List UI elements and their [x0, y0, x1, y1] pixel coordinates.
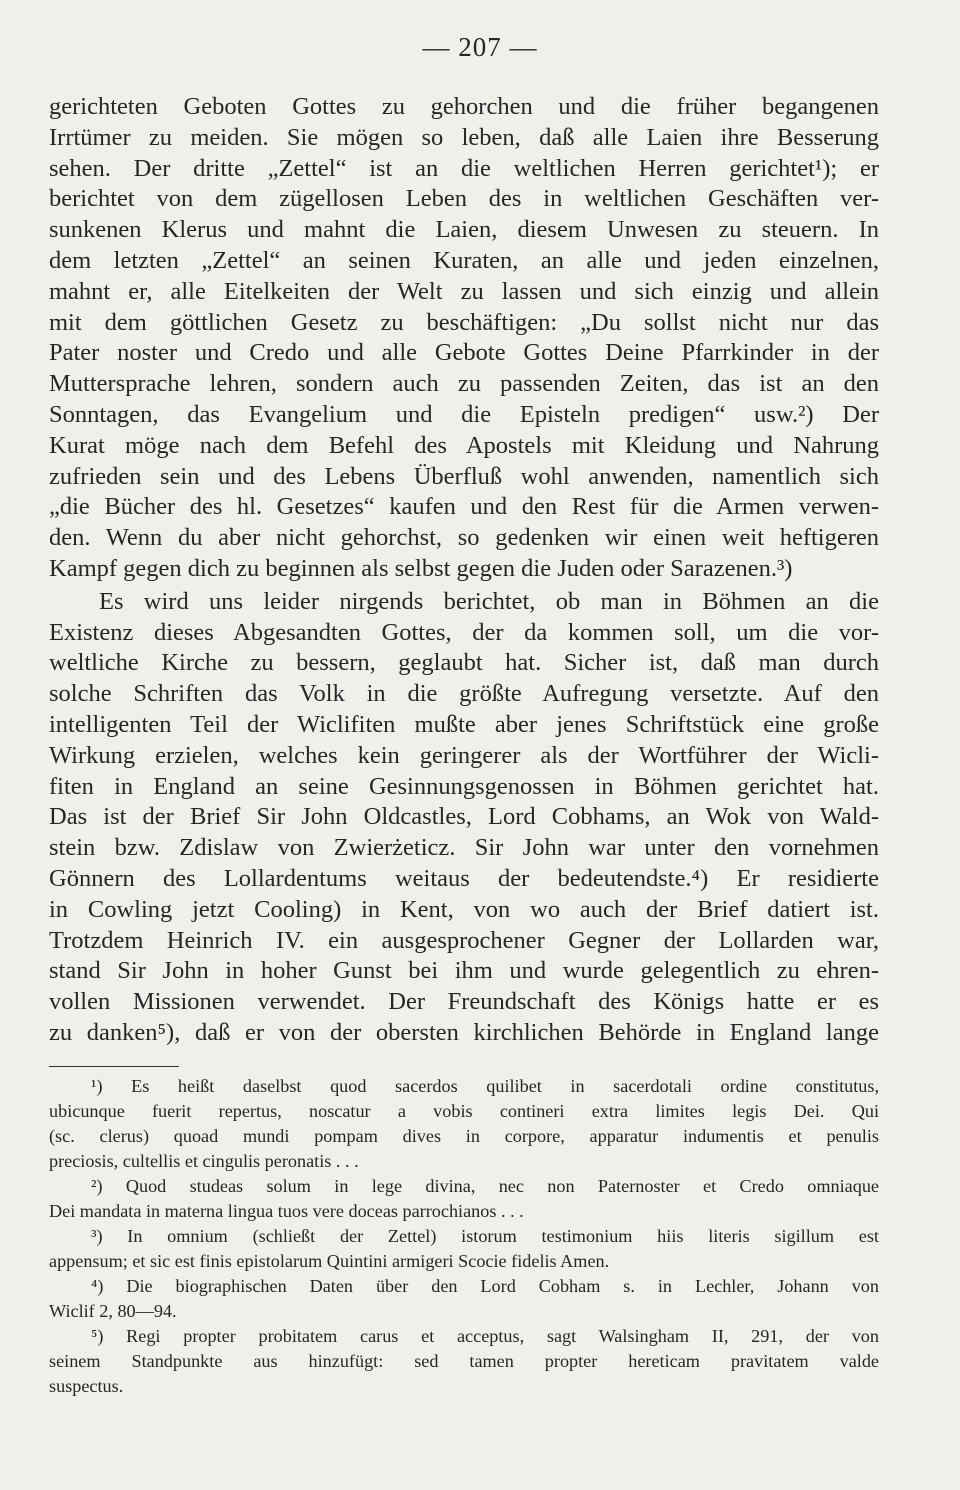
text-line: Existenz dieses Abgesandten Gottes, der da kommen soll, um die vor- — [49, 618, 879, 646]
text-line: gerichteten Geboten Gottes zu gehorchen und die früher begangenen — [49, 93, 879, 120]
text-line: „die Bücher des hl. Gesetzes“ kaufen und den Rest für die Armen verwen- — [49, 493, 879, 521]
text-line: in Cowling jetzt Cooling) in Kent, von wo auch der Brief datiert ist. — [49, 895, 879, 923]
footnote-line: ¹) Es heißt daselbst quod sacerdos quilibet in sacerdotali ordine constitutus, — [91, 1076, 879, 1096]
text-line: fiten in England an seine Gesinnungsgenossen in Böhmen gerichtet hat. — [49, 772, 879, 800]
text-line: Kurat möge nach dem Befehl des Apostels mit Kleidung und Nahrung — [49, 431, 879, 459]
text-line: Es wird uns leider nirgends berichtet, ob man in Böhmen an die — [99, 587, 879, 615]
footnote-line: preciosis, cultellis et cingulis peronatis . . . — [49, 1151, 359, 1171]
text-line: sunkenen Klerus und mahnt die Laien, diesem Unwesen zu steuern. In — [49, 216, 879, 244]
text-line: stein bzw. Zdislaw von Zwierżeticz. Sir John war unter den vornehmen — [49, 834, 879, 862]
text-line: Wirkung erzielen, welches kein geringerer als der Wortführer der Wicli- — [49, 741, 879, 769]
text-line: berichtet von dem zügellosen Leben des in weltlichen Geschäften ver- — [49, 185, 879, 213]
text-line: Pater noster und Credo und alle Gebote Gottes Deine Pfarrkinder in der — [49, 339, 879, 367]
text-line: vollen Missionen verwendet. Der Freundschaft des Königs hatte er es — [49, 988, 879, 1016]
footnote-line: appensum; et sic est finis epistolarum Quintini armigeri Scocie fidelis Amen. — [49, 1251, 610, 1271]
footnote-line: ubicunque fuerit repertus, noscatur a vobis contineri extra limites legis Dei. Qui — [49, 1101, 879, 1121]
text-line: Trotzdem Heinrich IV. ein ausgesprochener Gegner der Lollarden war, — [49, 926, 879, 954]
text-line: Kampf gegen dich zu beginnen als selbst gegen die Juden oder Sarazenen.³) — [49, 554, 793, 582]
text-line: sehen. Der dritte „Zettel“ ist an die weltlichen Herren gerichtet¹); er — [49, 154, 879, 182]
text-line: weltliche Kirche zu bessern, geglaubt hat. Sicher ist, daß man durch — [49, 649, 879, 677]
main-text — [49, 92, 879, 1049]
footnote-rule — [49, 1066, 179, 1067]
text-line: Sonntagen, das Evangelium und die Episteln predigen“ usw.²) Der — [49, 400, 879, 428]
text-line: Muttersprache lehren, sondern auch zu passenden Zeiten, das ist an den — [49, 370, 879, 398]
text-line: zufrieden sein und des Lebens Überfluß wohl anwenden, namentlich sich — [49, 462, 879, 490]
page-number: — 207 — — [422, 32, 538, 62]
text-line: Irrtümer zu meiden. Sie mögen so leben, daß alle Laien ihre Besserung — [49, 123, 879, 151]
footnote-line: ³) In omnium (schließt der Zettel) istorum testimonium hiis literis sigillum est — [91, 1226, 879, 1246]
footnote-line: ²) Quod studeas solum in lege divina, nec non Paternoster et Credo omniaque — [91, 1176, 879, 1196]
footnote-line: seinem Standpunkte aus hinzufügt: sed tamen propter hereticam pravitatem valde — [49, 1351, 879, 1371]
text-line: Das ist der Brief Sir John Oldcastles, Lord Cobhams, an Wok von Wald- — [49, 803, 879, 831]
text-line: stand Sir John in hoher Gunst bei ihm und wurde gelegentlich zu ehren- — [49, 957, 879, 985]
text-line: zu danken⁵), daß er von der obersten kirchlichen Behörde in England lange — [49, 1018, 879, 1046]
text-line: den. Wenn du aber nicht gehorchst, so gedenken wir einen weit heftigeren — [49, 524, 879, 552]
text-line: intelligenten Teil der Wiclifiten mußte aber jenes Schriftstück eine große — [49, 710, 879, 738]
text-line: mit dem göttlichen Gesetz zu beschäftigen: „Du sollst nicht nur das — [49, 308, 879, 336]
text-line: Gönnern des Lollardentums weitaus der bedeutendste.⁴) Er residierte — [49, 864, 879, 892]
footnote-line: Dei mandata in materna lingua tuos vere doceas parrochianos . . . — [49, 1201, 524, 1221]
footnote-line: ⁵) Regi propter probitatem carus et acceptus, sagt Walsingham II, 291, der von — [91, 1326, 879, 1346]
footnote-line: ⁴) Die biographischen Daten über den Lord Cobham s. in Lechler, Johann von — [91, 1276, 879, 1296]
text-line: solche Schriften das Volk in die größte Aufregung versetzte. Auf den — [49, 680, 879, 708]
footnotes — [49, 1074, 879, 1399]
footnote-line: (sc. clerus) quoad mundi pompam dives in corpore, apparatur indumentis et penulis — [49, 1126, 879, 1146]
footnote-line: Wiclif 2, 80—94. — [49, 1301, 177, 1321]
text-line: dem letzten „Zettel“ an seinen Kuraten, an alle und jeden einzelnen, — [49, 246, 879, 274]
footnote-line: suspectus. — [49, 1376, 124, 1396]
text-line: mahnt er, alle Eitelkeiten der Welt zu lassen und sich einzig und allein — [49, 277, 879, 305]
